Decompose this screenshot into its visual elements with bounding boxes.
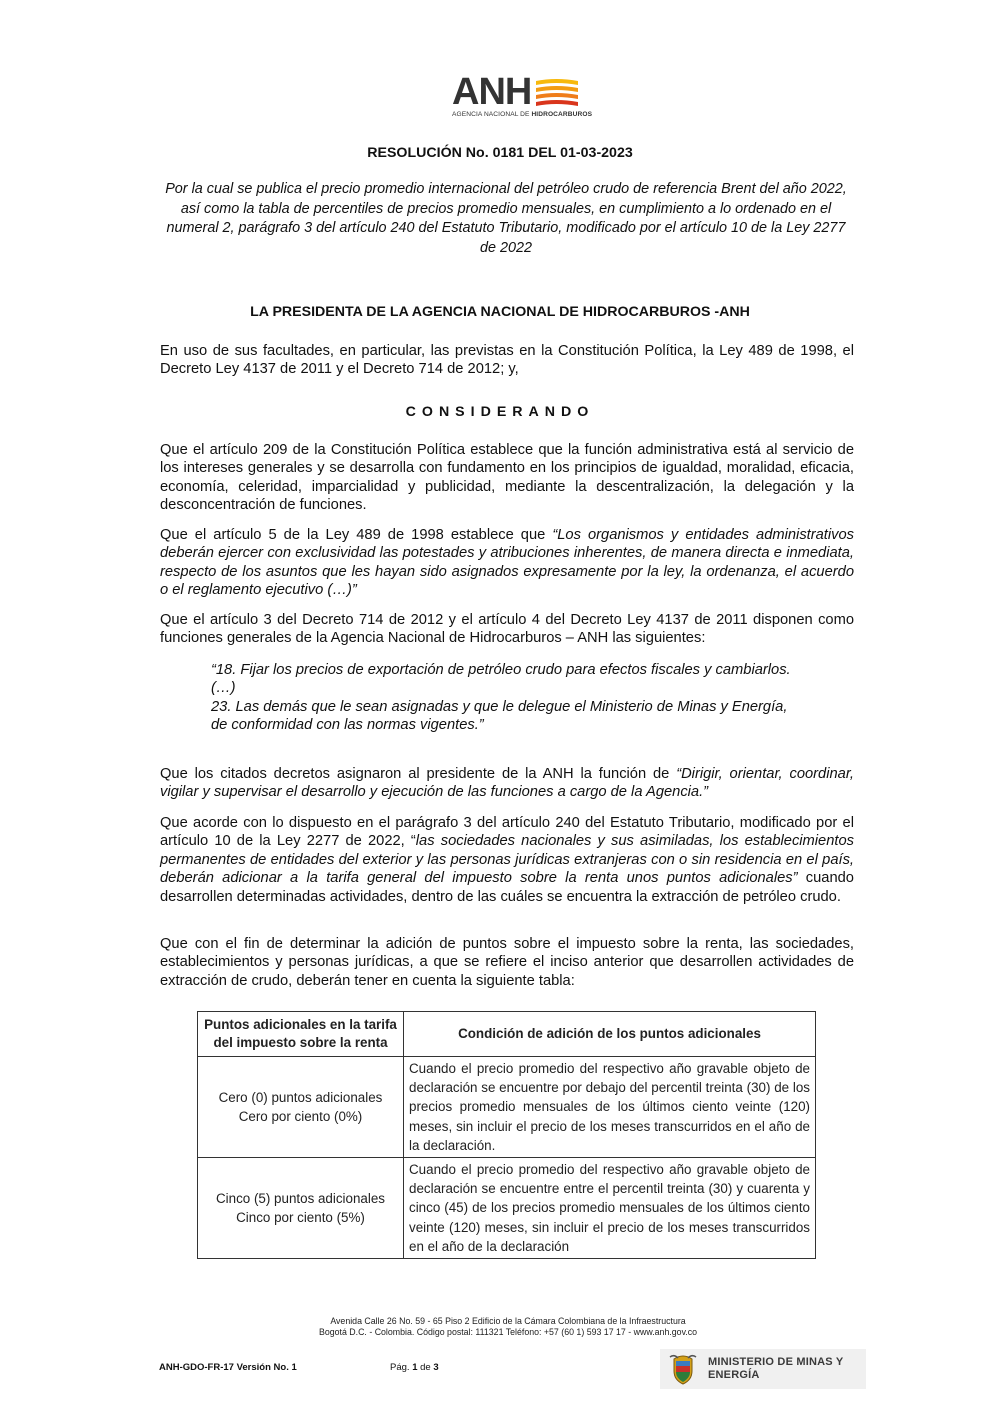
table-cell-points: Cinco (5) puntos adicionales Cinco por ciento (5%) [198,1158,404,1259]
table-row [198,1158,816,1259]
paragraph-presidente-funcion: Que los citados decretos asignaron al presidente de la ANH la función de “Dirigir, orientar, coordinar, vigilar y supervisar el desarrollo y ejecución de las funciones a cargo de la Agencia.” [160,766,854,801]
logo-letters: ANH [452,71,532,113]
additional-points-table [197,1011,816,1259]
paragraph-estatuto-tributario: Que acorde con lo dispuesto en el parágrafo 3 del artículo 240 del Estatuto Tributario, modificado por el artículo 10 de la Ley 2277 de 2022, “las sociedades nacionales y sus asimiladas, los establecimientos permanentes de entidades del exterior y las personas jurídicas extranjeras con o sin residencia en el país, deberán adicionar a la tarifa general del impuesto sobre la renta unos puntos adicionales” cuando desarrollen determinadas actividades, dentro de las cuáles se encuentra la extracción de petróleo crudo. [160,815,854,905]
footer-address: Avenida Calle 26 No. 59 - 65 Piso 2 Edificio de la Cámara Colombiana de la Infraestructura Bogotá D.C. - Colombia. Código postal: 111321 Teléfono: +57 (60 1) 593 17 17 - www.anh.gov.co [318,1316,698,1338]
coat-of-arms-icon [668,1353,698,1385]
intro-paragraph: En uso de sus facultades, en particular, las previstas en la Constitución Política, la Ley 489 de 1998, el Decreto Ley 4137 de 2011 y el Decreto 714 de 2012; y, [160,343,854,378]
form-code: ANH-GDO-FR-17 Versión No. 1 [159,1362,297,1373]
table-cell-points: Cero (0) puntos adicionales Cero por ciento (0%) [198,1057,404,1158]
table-cell-condition: Cuando el precio promedio del respectivo año gravable objeto de declaración se encuentre entre el percentil treinta (30) y cuarenta y cinco (45) de los precios promedio mensuales de los últimos ciento veinte (120) meses, sin incluir el precio de los meses transcurridos en el año de la declaración [404,1158,816,1259]
table-header-row [198,1012,816,1057]
paragraph-ley-489: Que el artículo 5 de la Ley 489 de 1998 establece que “Los organismos y entidades administrativos deberán ejercer con exclusividad las potestades y atribuciones inherentes, de manera directa e inmediata, respecto de los asuntos que les hayan sido asignados expresamente por la ley, la ordenanza, el acuerdo o el reglamento ejecutivo (…)” [160,527,855,599]
paragraph-article-209: Que el artículo 209 de la Constitución Política establece que la función administrativa está al servicio de los intereses generales y se desarrolla con fundamento en los principios de igualdad, moralidad, eficacia, economía, celeridad, imparcialidad y publicidad, mediante la descentralización, la delegación y la desconcentración de funciones. [160,442,854,514]
table-header-points: Puntos adicionales en la tarifa del impuesto sobre la renta [198,1012,404,1057]
table-row [198,1057,816,1158]
authority-heading: LA PRESIDENTA DE LA AGENCIA NACIONAL DE HIDROCARBUROS -ANH [250,304,750,320]
page-number: Pág. 1 de 3 [390,1362,439,1373]
functions-quote: “18. Fijar los precios de exportación de petróleo crudo para efectos fiscales y cambiarlos. (…) 23. Las demás que le sean asignadas y que le delegue el Ministerio de Minas y Energía, de conformidad con las normas vigentes.” [211,662,791,734]
resolution-subtitle: Por la cual se publica el precio promedio internacional del petróleo crudo de referencia Brent del año 2022, así como la tabla de percentiles de precios promedio mensuales, en cumplimiento a lo ordenado en el numeral 2, parágrafo 3 del artículo 240 del Estatuto Tributario, modificado por el artículo 10 de la Ley 2277 de 2022 [165,181,847,256]
table-header-condition: Condición de adición de los puntos adicionales [404,1012,816,1057]
ministry-name: MINISTERIO DE MINAS Y ENERGÍA [708,1356,844,1381]
ministry-logo [660,1349,866,1389]
paragraph-tabla-intro: Que con el fin de determinar la adición de puntos sobre el impuesto sobre la renta, las sociedades, establecimientos y personas jurídicas, a que se refiere el inciso anterior que desarrollen actividades de extracción de crudo, deberán tener en cuenta la siguiente tabla: [160,936,854,989]
logo-subtitle: AGENCIA NACIONAL DE HIDROCARBUROS [452,111,593,118]
anh-logo [452,71,593,120]
logo-stripes-icon [536,78,578,108]
resolution-title: RESOLUCIÓN No. 0181 DEL 01-03-2023 [367,145,633,161]
paragraph-decreto-714: Que el artículo 3 del Decreto 714 de 2012 y el artículo 4 del Decreto Ley 4137 de 2011 disponen como funciones generales de la Agencia Nacional de Hidrocarburos – ANH las siguientes: [160,612,854,647]
considerando-heading: CONSIDERANDO [405,404,595,420]
table-cell-condition: Cuando el precio promedio del respectivo año gravable objeto de declaración se encuentre por debajo del percentil treinta (30) de los precios promedio mensuales de los últimos ciento veinte (120) meses, sin incluir el precio de los meses transcurridos en el año de la declaración. [404,1057,816,1158]
